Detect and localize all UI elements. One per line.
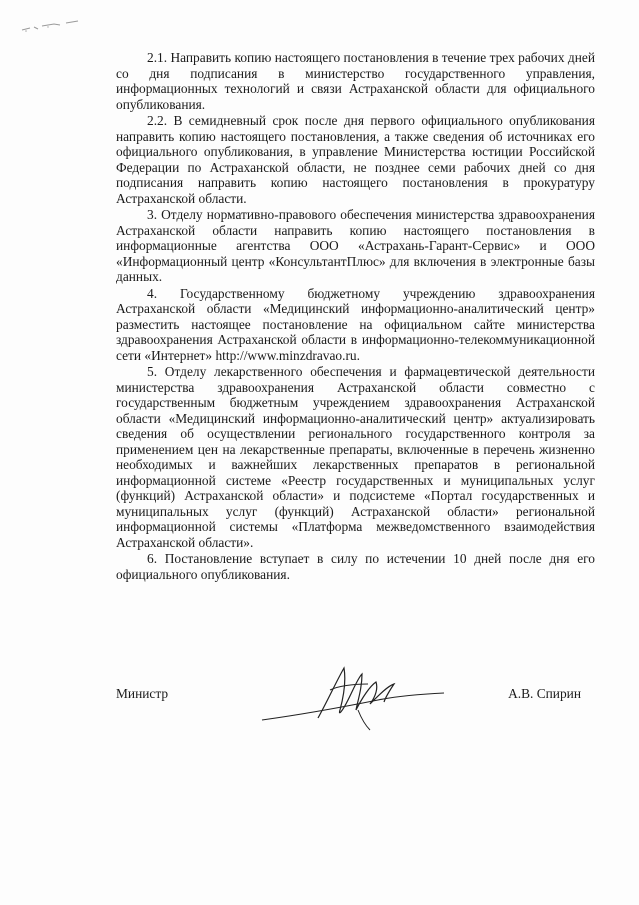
paragraph-2-1: 2.1. Направить копию настоящего постановления в течение трех рабочих дней со дня подписания в министерство государственного управления, информационных технологий и связи Астраханской области для официального опубликования.	[116, 50, 595, 112]
scan-artifact	[20, 18, 80, 34]
signatory-name: А.В. Спирин	[508, 686, 581, 701]
handwritten-signature	[258, 660, 448, 740]
paragraph-6: 6. Постановление вступает в силу по истечении 10 дней после дня его официального опубликования.	[116, 551, 595, 582]
paragraph-3: 3. Отделу нормативно-правового обеспечения министерства здравоохранения Астраханской области направить копию настоящего постановления в информационные агентства ООО «Астрахань-Гарант-Сервис» и ООО «Информационный центр «КонсультантПлюс» для включения в электронные базы данных.	[116, 207, 595, 284]
document-body	[116, 50, 595, 583]
paragraph-2-2: 2.2. В семидневный срок после дня первого официального опубликования направить копию настоящего постановления, а также сведения об источниках его официального опубликования, в управление Министерства юстиции Российской Федерации по Астраханской области, не позднее семи рабочих дней со дня подписания направить копию настоящего постановления в прокуратуру Астраханской области.	[116, 113, 595, 206]
paragraph-4: 4. Государственному бюджетному учреждению здравоохранения Астраханской области «Медицинский информационно-аналитический центр» разместить настоящее постановление на официальном сайте министерства здравоохранения Астраханской области в информационно-телекоммуникационной сети «Интернет» http://www.minzdravao.ru.	[116, 285, 595, 363]
paragraph-5: 5. Отделу лекарственного обеспечения и фармацевтической деятельности министерства здравоохранения Астраханской области совместно с государственным бюджетным учреждением здравоохранения Астраханской области «Медицинский информационно-аналитический центр» актуализировать сведения об осуществлении регионального государственного контроля за применением цен на лекарственные препараты, включенные в перечень жизненно необходимых и важнейших лекарственных препаратов в региональной информационной системе «Реестр государственных и муниципальных услуг (функций) Астраханской области» и подсистеме «Портал государственных и муниципальных услуг (функций) Астраханской области» региональной информационной системы «Платформа межведомственного взаимодействия Астраханской области».	[116, 364, 595, 550]
signatory-role: Министр	[116, 686, 169, 701]
